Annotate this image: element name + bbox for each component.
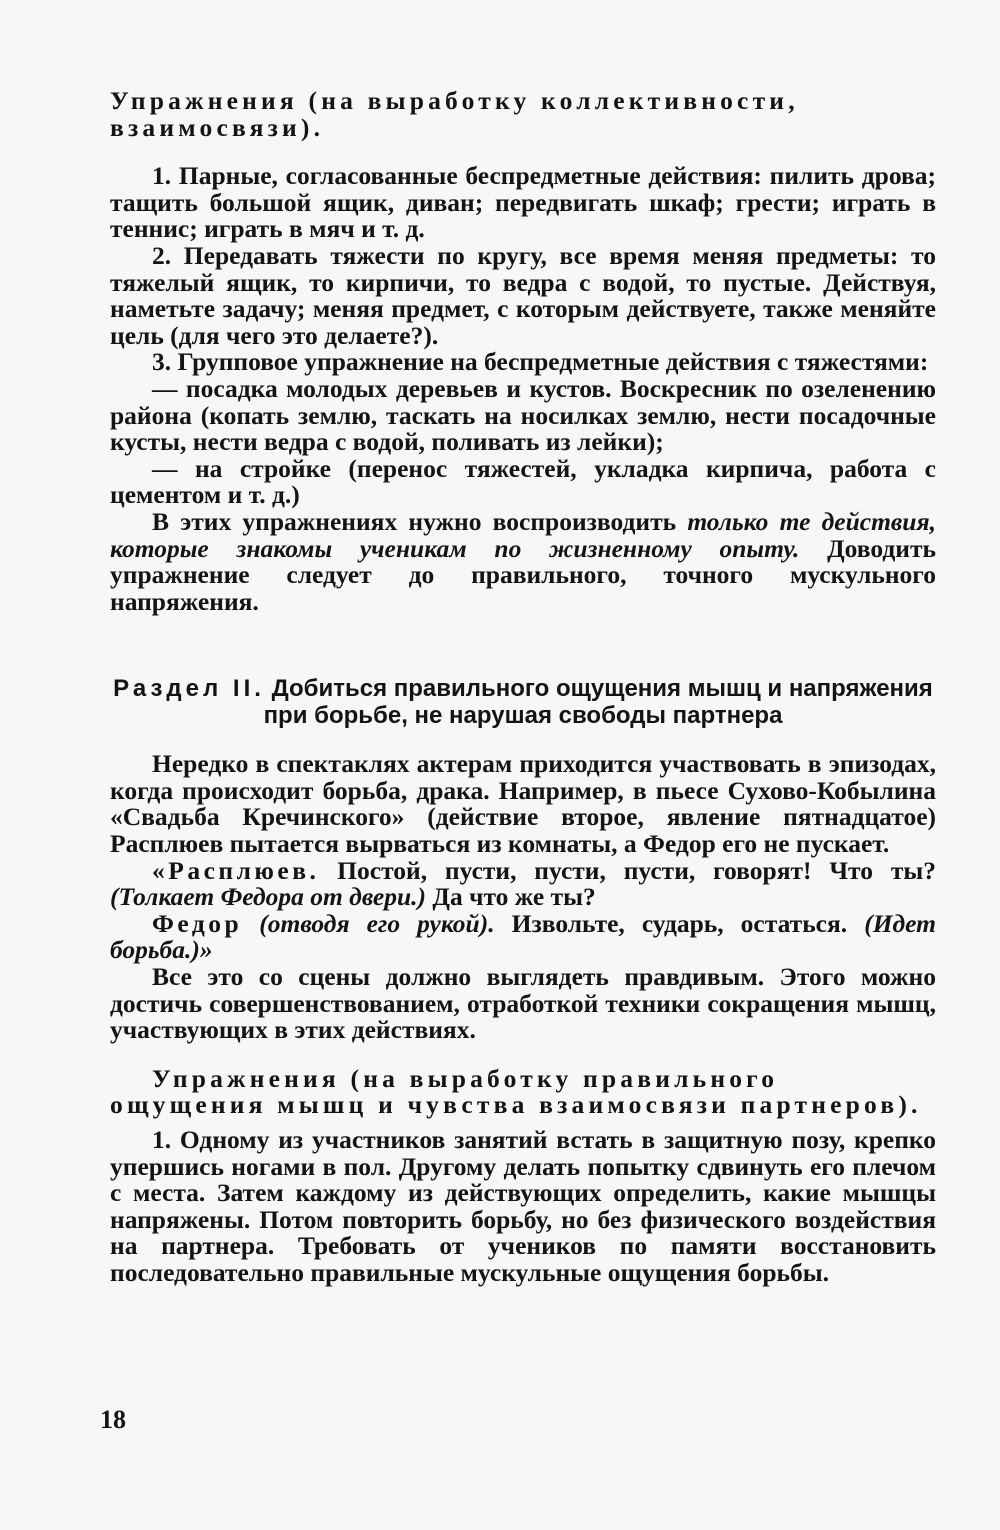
exercise-2: 2. Передавать тяжести по кругу, все время меняя предметы: то тяжелый ящик, то кирпичи, то ведра с водой, то пустые. Действуя, наметьте задачу; меняя предмет, с которым действуете, также меняйте цель (для чего это делаете?).	[110, 240, 936, 350]
quote2-stage: (отводя его рукой).	[242, 908, 495, 938]
note-start: В этих упражнениях нужно воспроизводить	[152, 506, 688, 536]
note-end: Доводить упражнение следует до правильного, точного мускульного напряжения.	[110, 533, 936, 616]
exercise-note	[110, 506, 936, 616]
page-content	[110, 88, 936, 1287]
section-label: Раздел II.	[113, 675, 265, 703]
quote1-text: Постой, пусти, пусти, пусти, говорят! Что ты?	[319, 855, 936, 885]
exercise-3-planting: — посадка молодых деревьев и кустов. Воскресник по озеленению района (копать землю, таскать на носилках землю, нести посадочные кусты, нести ведра с водой, поливать из лейки);	[110, 373, 936, 457]
quote2-text: Извольте, сударь, остаться.	[494, 908, 865, 938]
quote2-stage2: (Идет борьба.)»	[110, 908, 936, 965]
exercises-heading-1: Упражнения (на выработку коллективности, взаимосвязи).	[110, 86, 799, 142]
quote1-stage: (Толкает Федора от двери.)	[110, 882, 427, 912]
exercise-2-1: 1. Одному из участников занятий встать в защитную позу, крепко упершись ногами в пол. Другому делать попытку сдвинуть его плечом с места. Затем каждому из действующих определить, какие мышцы напряжены. Потом повторить борьбу, но без физического воздействия на партнера. Требовать от учеников по памяти восстановить последовательно правильные мускульные ощущения борьбы.	[110, 1125, 936, 1287]
quote-fedor	[110, 908, 936, 965]
exercises-heading-2: Упражнения (на выработку правильного ощущения мышц и чувства взаимосвязи партнеров).	[110, 1063, 922, 1120]
conclusion-paragraph: Все это со сцены должно выглядеть правдивым. Этого можно достичь совершенствованием, отработкой техники сокращения мышц, участвующих в этих действиях.	[110, 962, 936, 1045]
page-number: 18	[100, 1405, 126, 1434]
exercise-3-construction: — на стройке (перенос тяжестей, укладка кирпича, работа с цементом и т. д.)	[110, 453, 936, 510]
quote1-end: Да что же ты?	[426, 882, 596, 912]
section-heading	[110, 675, 936, 729]
exercise-3: 3. Групповое упражнение на беспредметные действия с тяжестями:	[152, 347, 929, 377]
note-italic: только те действия, которые знакомы ученикам по жизненному опыту.	[110, 506, 936, 563]
quote-rasplyuev	[110, 855, 936, 912]
section-title: Добиться правильного ощущения мышц и напряжения при борьбе, не нарушая свободы партнера	[263, 675, 933, 730]
speaker-fedor: Федор	[152, 908, 243, 938]
exercise-1: 1. Парные, согласованные беспредметные действия: пилить дрова; тащить большой ящик, диван; передвигать шкаф; грести; играть в теннис; играть в мяч и т. д.	[110, 161, 936, 244]
speaker-rasplyuev: «Расплюев.	[152, 855, 320, 885]
intro-paragraph: Нередко в спектаклях актерам приходится участвовать в эпизодах, когда происходит борьба, драка. Например, в пьесе Сухово-Кобылина «Свадьба Кречинского» (действие второе, явление пятнадцатое) Расплюев пытается вырваться из комнаты, а Федор его не пускает.	[110, 749, 936, 859]
